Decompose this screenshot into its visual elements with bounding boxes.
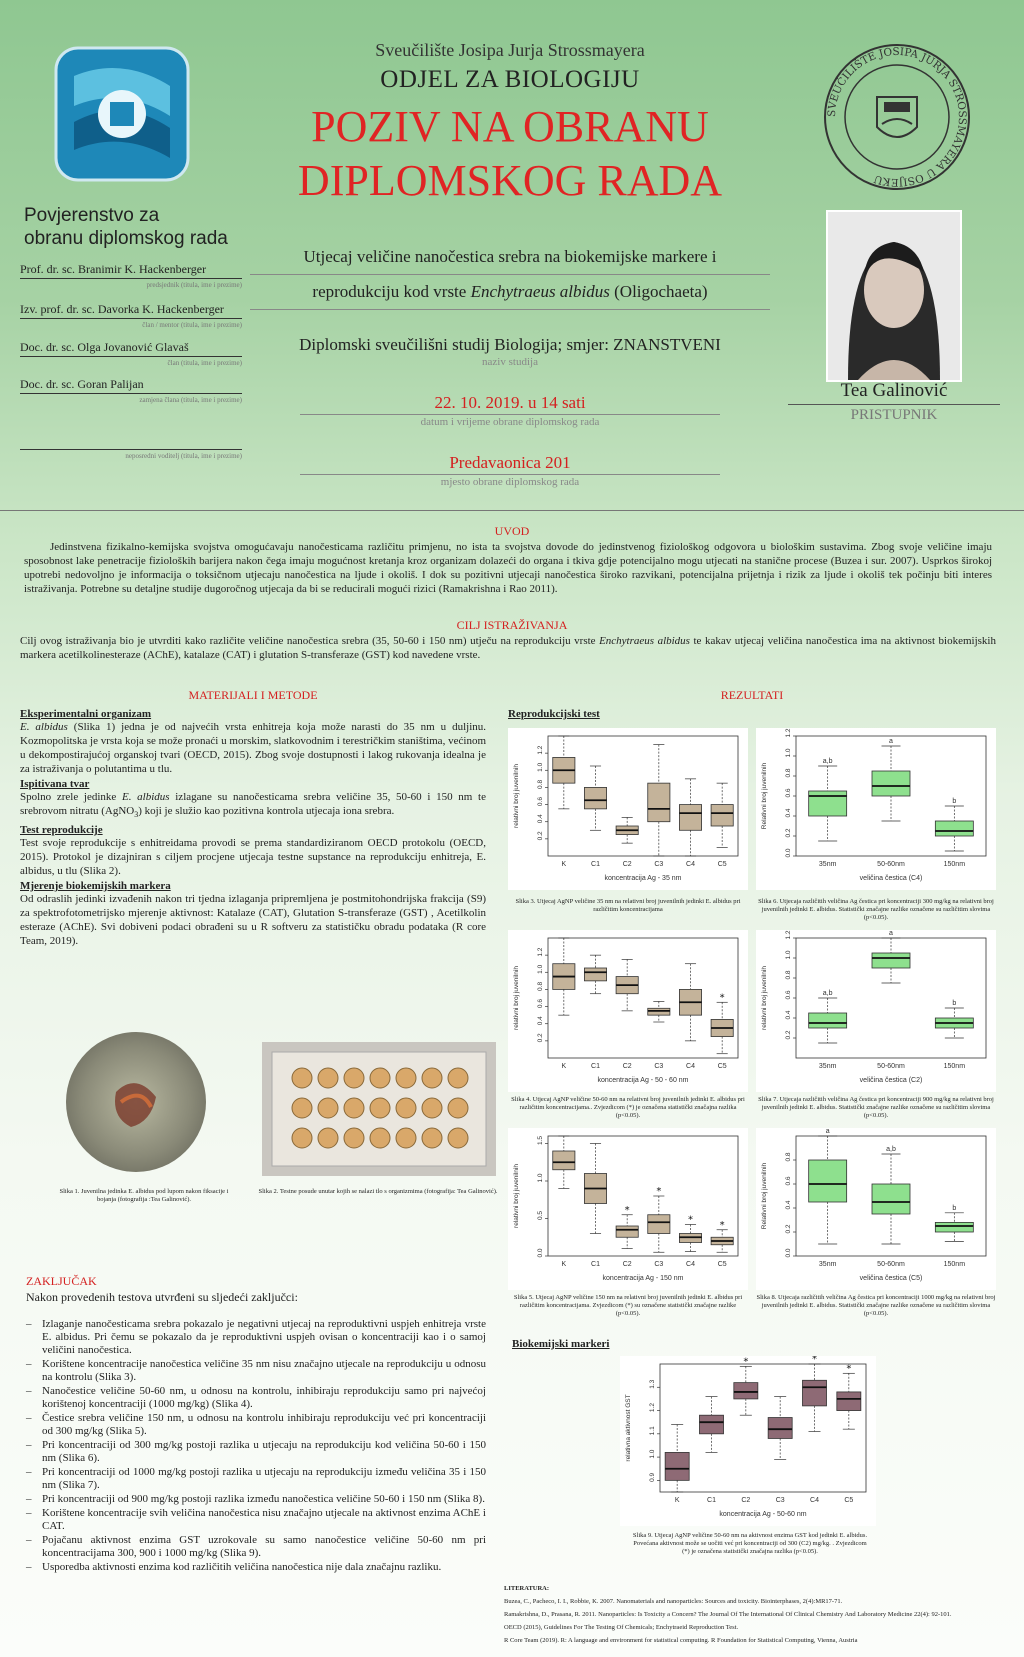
y-tick-label: 1.0 [537, 1173, 544, 1183]
member-name: Izv. prof. dr. sc. Davorka K. Hackenberger [20, 302, 242, 319]
y-tick-label: 0.4 [785, 1200, 792, 1210]
x-tick-label: C1 [591, 861, 600, 868]
fig7-svg [756, 930, 996, 1092]
fig5-chart [508, 1128, 748, 1290]
conclusion-item: – Korištene koncentracije nanočestica veličine 35 nm nisu značajno utjecale na reprodukciju u odnosu na kontrolu (Slika 3). [26, 1358, 486, 1384]
x-axis-label: veličina čestica (C2) [859, 1077, 923, 1084]
significance-letter: a [889, 930, 893, 937]
significance-star: * [719, 992, 725, 1004]
fig4-svg [508, 930, 748, 1092]
x-axis-label: veličina čestica (C4) [859, 875, 923, 882]
conclusion-list [26, 1318, 486, 1575]
x-tick-label: C5 [844, 1497, 854, 1504]
thesis-title [250, 240, 770, 310]
conclusion-item: – Pojačanu aktivnost enzima GST uzrokovale su samo nanočestice veličine 50-60 nm pri koncentracijama 300, 900 i 1000 mg/kg (Slika 9). [26, 1534, 486, 1560]
y-tick-label: 1.0 [785, 748, 792, 758]
y-tick-label: 0.9 [649, 1472, 656, 1482]
conclusion-item: – Usporedba aktivnosti enzima kod različitih veličina nanočestica nije dala značajnu razliku. [26, 1561, 486, 1574]
cilj-text: Cilj ovog istraživanja bio je utvrditi kako različite veličine nanočestica srebra (35, 50-60 i 150 nm) utječu na reprodukciju vrste Enchytraeus albidus te kakav utjecaj veličina nanočestica ima na aktivnost biokemijskih markera acetilkolinesteraze (AChE), katalaze (CAT) i glutation S-transferaze (GST) kod navedene vrste. [20, 635, 996, 661]
y-tick-label: 0.4 [537, 1016, 544, 1026]
box [935, 821, 973, 836]
fig9-caption: Slika 9. Utjecaj AgNP veličine 50-60 nm na aktivnost enzima GST kod jedinki E. albidus. Povećana aktivnost može se uočiti već pri koncentraciji od 300 (C2) mg/kg. . Zvjezdicom (*) je označena statistički značajna razlika (p<0.05). [632, 1532, 868, 1555]
y-tick-label: 0.2 [785, 1030, 792, 1040]
committee-member [20, 377, 242, 404]
y-tick-label: 1.5 [537, 1135, 544, 1146]
fig6-caption: Slika 6. Utjecaja različitih veličina Ag čestica pri koncentraciji 300 mg/kg na relativni broj juvenilnih jedinki E. albidus. Statistički značajne razlike označene su različitim slovima (p<0.05). [758, 898, 994, 921]
candidate-block [788, 380, 1000, 424]
y-tick-label: 0.8 [785, 768, 792, 778]
fig8-svg [756, 1128, 996, 1290]
cilj-heading: CILJ ISTRAŽIVANJA [456, 618, 568, 632]
plot-frame [548, 736, 738, 856]
y-tick-label: 0.2 [785, 828, 792, 838]
x-tick-label: C4 [810, 1497, 819, 1504]
study-caption: naziv studija [482, 356, 538, 368]
methods-substance-text: Spolno zrele jedinke E. albidus izlagane su nanočesticama srebra veličine 35, 50-60 i 150 nm te srebrovom nitratu (AgNO$_3$) koji je služio kao pozitivna kontrola utjecaja iona srebra. [20, 791, 486, 820]
y-axis-label: relativni broj juvenilnih [513, 1164, 520, 1228]
svg-text:SVEUČILIŠTE JOSIPA JURJA STROS: SVEUČILIŠTE JOSIPA JURJA STROSSMAYERA U OSIJEKU [825, 45, 969, 189]
x-tick-label: C1 [591, 1063, 600, 1070]
plot-frame [548, 938, 738, 1058]
y-tick-label: 1.2 [649, 1403, 656, 1413]
y-tick-label: 0.0 [785, 848, 792, 858]
x-tick-label: C2 [622, 1063, 632, 1070]
member-name: Doc. dr. sc. Olga Jovanović Glavaš [20, 340, 242, 357]
x-tick-label: C4 [686, 861, 695, 868]
y-tick-label: 1.0 [785, 950, 792, 960]
candidate-label: PRISTUPNIK [850, 407, 938, 423]
y-tick-label: 1.0 [537, 762, 544, 772]
x-tick-label: C1 [591, 1261, 600, 1268]
repro-test-title: Reprodukcijski test [508, 708, 600, 720]
x-tick-label: 35nm [818, 861, 837, 868]
y-tick-label: 0.6 [537, 999, 544, 1009]
fig7-chart [756, 930, 996, 1092]
x-tick-label: 35nm [818, 1063, 837, 1070]
y-tick-label: 0.8 [785, 1152, 792, 1162]
box [584, 787, 606, 808]
box [648, 783, 670, 822]
box [872, 771, 910, 796]
box [872, 953, 910, 968]
significance-star: * [656, 1186, 662, 1197]
significance-letter: a,b [822, 758, 833, 765]
member-name: Prof. dr. sc. Branimir K. Hackenberger [20, 262, 242, 279]
box [809, 1013, 847, 1028]
x-tick-label: C3 [654, 1063, 664, 1070]
y-tick-label: 1.0 [537, 964, 544, 974]
fig3-chart [508, 728, 748, 890]
y-tick-label: 1.3 [649, 1379, 656, 1389]
x-tick-label: C2 [622, 1261, 632, 1268]
x-tick-label: 50-60nm [877, 1063, 905, 1070]
y-axis-label: Relativni broj juvenilnih [761, 762, 768, 830]
place-caption: mjesto obrane diplomskog rada [440, 476, 580, 488]
y-tick-label: 0.2 [785, 1224, 792, 1234]
x-tick-label: 50-60nm [877, 1261, 905, 1268]
significance-star: * [743, 1356, 749, 1368]
y-tick-label: 0.6 [537, 797, 544, 807]
member-role: zamjena člana (titula, ime i prezime) [139, 396, 242, 404]
box [935, 1222, 973, 1232]
uvod-heading: UVOD [494, 524, 530, 538]
x-tick-label: C2 [741, 1497, 751, 1504]
box [711, 805, 733, 826]
committee-title-line-1: Povjerenstvo za [24, 205, 160, 226]
fig2-caption: Slika 2. Testne posude unutar kojih se nalazi tlo s organizmima (fotografija: Tea Galinović). [258, 1188, 498, 1195]
fig3-svg [508, 728, 748, 890]
fig5-caption: Slika 5. Utjecaj AgNP veličine 150 nm na relativni broj juvenilnih jedinki E. albidus pri različitim koncentracijama. Zvjezdicom (*) su označene statistički značajne razlike (p<0.05). [513, 1294, 743, 1317]
place-value: Predavaonica 201 [300, 452, 720, 475]
literature-item: OECD (2015), Guidelines For The Testing Of Chemicals; Enchytraeid Reproduction Test. [504, 1624, 739, 1631]
significance-letter: a,b [886, 1146, 896, 1153]
literature [504, 1582, 1004, 1647]
box [699, 1415, 723, 1434]
member-name [20, 436, 242, 450]
thesis-title-line-2: reprodukciju kod vrste Enchytraeus albidus (Oligochaeta) [250, 275, 770, 310]
x-tick-label: C4 [686, 1063, 695, 1070]
significance-star: * [812, 1356, 817, 1365]
y-tick-label: 0.0 [537, 1248, 544, 1258]
significance-star: * [688, 1214, 693, 1226]
significance-letter: b [952, 1204, 957, 1212]
x-tick-label: 50-60nm [877, 861, 905, 868]
conclusion-item: – Izlaganje nanočesticama srebra pokazalo je negativni utjecaj na reproduktivni uspjeh enhitreja vrste E. albidus. Pri čemu se pokazalo da je reproduktivni uspjeh ovisan o koncentraciji kao i o samoj veličini nanočestica. [26, 1318, 486, 1357]
committee-member [20, 262, 242, 289]
fig4-caption: Slika 4. Utjecaj AgNP veličine 50-60 nm na relativni broj juvenilnih jedinki E. albidus pri različitim koncentracijama.. Zvjezdicom (*) je označena statistički značajna razlika (p<0.05). [511, 1096, 745, 1119]
y-tick-label: 1.0 [649, 1449, 656, 1459]
x-tick-label: 35nm [818, 1261, 837, 1268]
x-tick-label: C5 [717, 861, 727, 868]
fig5-svg [508, 1128, 748, 1290]
department-logo [54, 46, 190, 182]
box [768, 1418, 792, 1439]
methods-substance-title: Ispitivana tvar [20, 778, 90, 790]
x-axis-label: koncentracija Ag - 35 nm [604, 875, 682, 882]
significance-letter: b [952, 798, 957, 805]
x-tick-label: 150nm [943, 1261, 966, 1268]
fig9-svg [620, 1356, 876, 1526]
member-name: Doc. dr. sc. Goran Palijan [20, 377, 242, 394]
committee-member [20, 436, 242, 460]
x-axis-label: koncentracija Ag - 50-60 nm [719, 1511, 807, 1518]
fig4-chart [508, 930, 748, 1092]
x-tick-label: K [561, 1063, 567, 1070]
fig6-svg [756, 728, 996, 890]
significance-star: * [624, 1204, 630, 1216]
significance-star: * [719, 1219, 725, 1231]
x-tick-label: K [561, 1261, 567, 1268]
committee-member [20, 340, 242, 367]
datetime-value: 22. 10. 2019. u 14 sati [300, 392, 720, 415]
y-tick-label: 0.6 [785, 990, 792, 1000]
x-tick-label: C1 [707, 1497, 716, 1504]
box [809, 1160, 847, 1202]
significance-letter: a,b [822, 990, 833, 997]
committee-title-line-2: obranu diplomskog rada [24, 228, 228, 249]
x-axis-label: koncentracija Ag - 150 nm [602, 1275, 684, 1282]
conclusion-item: – Čestice srebra veličine 150 nm, u odnosu na kontrolu inhibiraju reprodukciju već pri koncentraciji od 300 mg/kg (Slika 5). [26, 1412, 486, 1438]
y-tick-label: 0.4 [537, 814, 544, 824]
y-tick-label: 0.6 [785, 1176, 792, 1186]
results-heading: REZULTATI [720, 688, 784, 702]
y-tick-label: 0.6 [785, 788, 792, 798]
literature-item: Buzea, C., Pacheco, I. I., Robbie, K. 2007. Nanomaterials and nanoparticles: Sources and toxicity. Biointerphases, 2(4):MR17-71. [504, 1598, 843, 1605]
x-axis-label: koncentracija Ag - 50 - 60 nm [597, 1077, 689, 1084]
x-tick-label: K [674, 1497, 680, 1504]
methods-organism-text: E. albidus (Slika 1) jedna je od najvećih vrsta enhitreja koja može narasti do 35 nm u duljinu. Kozmopolitska je vrsta koja se može pronaći u morskim, slatkovodnim i terestričkim staništima, većinom u dekompostirajućoj organskoj tvari (OECD, 2015). Zbog svoje dostupnosti i lakog rukovanja idealna je za istraživanja o polutantima u tlu. [20, 721, 486, 775]
y-axis-label: relativni broj juvenilnih [513, 966, 520, 1030]
y-tick-label: 1.2 [537, 947, 544, 957]
y-tick-label: 0.2 [537, 1033, 544, 1043]
fig1-caption: Slika 1. Juvenilna jedinka E. albidus pod lupom nakon fiksacije i bojanja (fotografija :Tea Galinović). [59, 1188, 229, 1203]
title-line-2: DIPLOMSKOG RADA [297, 156, 723, 205]
box [802, 1380, 826, 1406]
y-tick-label: 0.4 [785, 1010, 792, 1020]
test-vessels-photo [262, 1042, 496, 1176]
y-tick-label: 0.8 [537, 981, 544, 991]
y-tick-label: 0.0 [785, 1248, 792, 1258]
x-tick-label: C3 [654, 861, 664, 868]
committee-member [20, 302, 242, 329]
bio-markers-title: Biokemijski markeri [512, 1338, 610, 1350]
x-tick-label: 150nm [943, 1063, 966, 1070]
methods-body [20, 708, 486, 948]
department-name: ODJEL ZA BIOLOGIJU [380, 66, 640, 93]
fig3-caption: Slika 3. Utjecaj AgNP veličine 35 nm na relativni broj juvenilnih jedinki E. albidus pri različitim koncentracijama [515, 898, 741, 913]
conclusion-item: – Pri koncentraciji od 1000 mg/kg postoji razlika u utjecaju na reprodukciju između veličina 35 i 150 nm (Slika 7). [26, 1466, 486, 1492]
y-tick-label: 0.2 [537, 831, 544, 841]
y-tick-label: 1.2 [785, 728, 792, 738]
box [809, 791, 847, 816]
x-tick-label: C3 [654, 1261, 664, 1268]
x-axis-label: veličina čestica (C5) [859, 1275, 923, 1282]
y-tick-label: 1.2 [785, 930, 792, 940]
plot-frame [548, 1136, 738, 1256]
y-tick-label: 0.4 [785, 808, 792, 818]
literature-item: R Core Team (2019). R: A language and environment for statistical computing. R Foundation for Statistical Computing, Vienna, Austria [504, 1637, 858, 1644]
conclusion-heading: ZAKLJUČAK [26, 1274, 97, 1288]
conclusion-item: – Korištene koncentracije svih veličina nanočestica nisu značajno utjecale na aktivnost enzima AChE i CAT. [26, 1507, 486, 1533]
x-tick-label: C4 [686, 1261, 695, 1268]
member-role: član / mentor (titula, ime i prezime) [142, 321, 242, 329]
member-role: predsjednik (titula, ime i prezime) [146, 281, 242, 289]
significance-letter: a [825, 1128, 830, 1135]
y-axis-label: relativna aktivnost GST [625, 1394, 632, 1462]
y-tick-label: 0.8 [785, 970, 792, 980]
box [872, 1184, 910, 1214]
defense-place [250, 452, 770, 489]
box [679, 805, 701, 831]
box [734, 1383, 758, 1399]
x-tick-label: 150nm [943, 861, 966, 868]
significance-letter: a [889, 738, 893, 745]
conclusion-item: – Pri koncentraciji od 300 mg/kg postoji razlika u utjecaju na reprodukciju kod veličina 50-60 i 150 nm (Slika 6). [26, 1439, 486, 1465]
x-tick-label: K [561, 861, 567, 868]
university-name: Sveučilište Josipa Jurja Strossmayera [375, 40, 645, 60]
box [616, 1226, 638, 1237]
member-role: neposredni voditelj (titula, ime i prezime) [125, 452, 242, 460]
y-axis-label: relativni broj juvenilnih [761, 966, 768, 1030]
candidate-photo [826, 210, 962, 382]
committee-title [24, 204, 228, 250]
y-tick-label: 1.1 [649, 1426, 656, 1436]
university-seal [822, 42, 972, 192]
fig6-chart [756, 728, 996, 890]
x-tick-label: C5 [717, 1261, 727, 1268]
literature-heading: LITERATURA: [504, 1585, 550, 1592]
box [648, 1215, 670, 1234]
conclusion-item: – Nanočestice veličine 50-60 nm, u odnosu na kontrolu, inhibiraju reprodukciju samo pri najvećoj korištenoj koncentraciji (1000 mg/kg) (Slika 4). [26, 1385, 486, 1411]
conclusion-item: – Pri koncentraciji od 900 mg/kg postoji razlika između nanočestica veličine 50-60 i 150 nm (Slika 8). [26, 1493, 486, 1506]
conclusion-intro: Nakon provedenih testova utvrđeni su sljedeći zaključci: [26, 1290, 298, 1304]
title-line-1: POZIV NA OBRANU [311, 102, 709, 151]
y-tick-label: 0.8 [537, 779, 544, 789]
header-divider [0, 510, 1024, 511]
box [553, 1151, 575, 1170]
box [665, 1452, 689, 1480]
member-role: član (titula, ime i prezime) [167, 359, 242, 367]
defense-datetime [250, 392, 770, 429]
juvenile-photo [66, 1032, 206, 1172]
x-tick-label: C5 [717, 1063, 727, 1070]
plot-frame [660, 1364, 866, 1492]
y-tick-label: 0.5 [537, 1210, 544, 1221]
study-name: Diplomski sveučilišni studij Biologija; smjer: ZNANSTVENI [299, 335, 721, 354]
significance-star: * [846, 1363, 852, 1375]
x-tick-label: C2 [622, 861, 632, 868]
methods-heading: MATERIJALI I METODE [188, 688, 318, 702]
box [584, 968, 606, 981]
methods-markers-text: Od odraslih jedinki izvađenih nakon tri tjedna izlaganja pripremljena je postmitohondrijska frakcija (S9) za spektrofotometrijsko mjerenje aktivnost: Katalaze (CAT), Glutation S-transferaze (GST) , Acetilkolin esteraze (AChE). Svi dobiveni podaci obrađeni su u R softveru za statističku obradu podataka (R core Team, 2019). [20, 893, 486, 948]
study-program [250, 334, 770, 368]
thesis-title-line-1: Utjecaj veličine nanočestica srebra na biokemijske markere i [250, 240, 770, 275]
fig9-chart [620, 1356, 876, 1526]
methods-organism-title: Eksperimentalni organizam [20, 708, 152, 720]
y-axis-label: Relativni broj juvenilnih [761, 1162, 768, 1230]
x-tick-label: C3 [775, 1497, 785, 1504]
candidate-name: Tea Galinović [840, 380, 948, 401]
y-axis-label: relativni broj juvenilnih [513, 764, 520, 828]
literature-item: Ramakrishna, D., Prasana, R. 2011. Nanoparticles: Is Toxicity a Concern? The Journal Of The International Of Clinical Chemistry And Laboratory Medicine 22(4): 92-101. [504, 1611, 952, 1618]
methods-repro-text: Test svoje reprodukcije s enhitreidama provodi se prema standardiziranom OECD protokolu (OECD, 2015). Protokol je dizajniran s ciljem procjene utjecaja testne supstance na reprodukciju enhitreja, E. albidus, u tlu (Slika 2). [20, 837, 486, 878]
box [837, 1392, 861, 1411]
datetime-caption: datum i vrijeme obrane diplomskog rada [420, 416, 600, 428]
fig8-chart [756, 1128, 996, 1290]
fig8-caption: Slika 8. Utjecaja različitih veličina Ag čestica pri koncentraciji 1000 mg/kg na relativni broj juvenilnih jedinki E. albidus. Statistički značajne razlike označene su različitim slovima (p<0.05). [756, 1294, 996, 1317]
uvod-text: Jedinstvena fizikalno-kemijska svojstva omogućavaju nanočesticama različitu primjenu, no ista ta svojstva dovode do jedinstvenog fiziološkog odgovora u biološkim sustavima. Zbog svoje veličine imaju sposobnost lake penetracije fizioloških barijera nakon čega imaju mogućnost kretanja kroz organizam dolazeći do organa i tkiva gdje potencijalno mogu utjecati na stanične procese (Buzea i sur. 2007). Usprkos širokoj upotrebi nedovoljno je informacija o toksičnom utjecaju nanočestica na ljude i okoliš. I dok su pozitivni utjecaji nanočestica široko razvikani, potencijalna prijetnja i rizik za ljude i okoliš tek počinju biti interes istraživanja. Potrebne su detaljne studije dugoročnog utjecaja da bi se reducirali mogući rizici (Ramakrishna i Rao 2011). [24, 541, 992, 595]
invitation-title [250, 100, 770, 208]
methods-repro-title: Test reprodukcije [20, 824, 103, 837]
methods-markers-title: Mjerenje biokemijskih markera [20, 880, 171, 893]
fig7-caption: Slika 7. Utjecaja različitih veličina Ag čestica pri koncentraciji 900 mg/kg na relativni broj juvenilnih jedinki E. albidus. Statistički značajne razlike označene su različitim slovima (p<0.05). [758, 1096, 994, 1119]
y-tick-label: 1.2 [537, 745, 544, 755]
significance-letter: b [952, 1000, 957, 1007]
